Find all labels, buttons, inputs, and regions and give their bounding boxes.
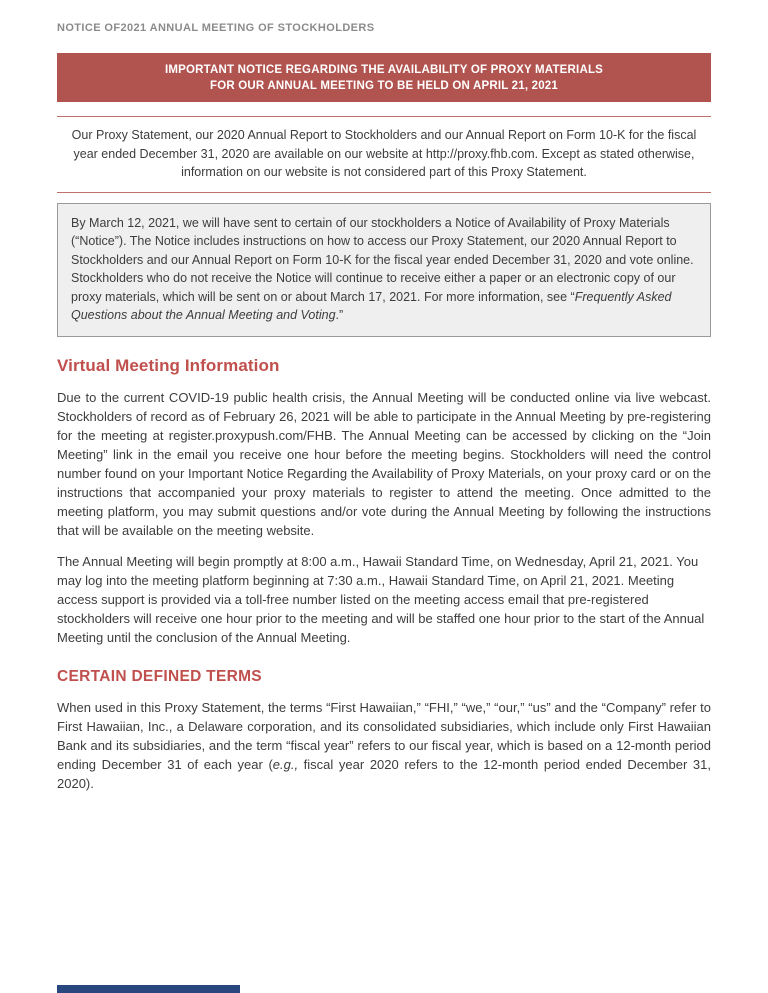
- defined-terms-paragraph: [57, 698, 711, 793]
- notice-box-text: By March 12, 2021, we will have sent to certain of our stockholders a Notice of Availability of Proxy Materials (“Notice”). The Notice includes instructions on how to access our Proxy Statement, our 2020 Annual Report to Stockholders and our Annual Report on Form 10-K for the fiscal year ended December 31, 2020 and vote online. Stockholders who do not receive the Notice will continue to receive either a paper or an electronic copy of our proxy materials, which will be sent on or about March 17, 2021. For more information, see “: [71, 215, 694, 304]
- virtual-meeting-paragraph-1: Due to the current COVID-19 public health crisis, the Annual Meeting will be conducted online via live webcast. Stockholders of record as of February 26, 2021 will be able to participate in the Annual Meeting by pre-registering for the meeting at register.proxypush.com/FHB. The Annual Meeting can be accessed by clicking on the “Join Meeting” link in the email you receive one hour before the meeting begins. Stockholders will need the control number found on your Important Notice Regarding the Availability of Proxy Materials, on your proxy card or on the instructions that accompanied your proxy materials to register to attend the meeting. Once admitted to the meeting platform, you may submit questions and/or vote during the Annual Meeting by following the instructions that will be available on the meeting website.: [57, 389, 711, 538]
- section-heading-virtual-meeting-information: Virtual Meeting Information: [57, 355, 280, 375]
- page-header-title: NOTICE OF2021 ANNUAL MEETING OF STOCKHOLDERS: [57, 22, 375, 34]
- proxy-availability-note: Our Proxy Statement, our 2020 Annual Report to Stockholders and our Annual Report on Form 10-K for the fiscal year ended December 31, 2020 are available on our website at http://proxy.fhb.com. Except as stated otherwise, information on our website is not considered part of this Proxy Statement.: [57, 116, 711, 193]
- virtual-meeting-paragraph-2: The Annual Meeting will begin promptly at 8:00 a.m., Hawaii Standard Time, on Wednesday, April 21, 2021. You may log into the meeting platform beginning at 7:30 a.m., Hawaii Standard Time, on April 21, 2021. Meeting access support is provided via a toll-free number listed on the meeting access email that pre-registered stockholders will receive one hour prior to the meeting and will be staffed one hour prior to the start of the Annual Meeting until the conclusion of the Annual Meeting.: [57, 553, 705, 645]
- footer-accent-bar: [57, 985, 240, 993]
- banner-line-1: IMPORTANT NOTICE REGARDING THE AVAILABILITY OF PROXY MATERIALS: [164, 64, 604, 76]
- section-heading-certain-defined-terms: CERTAIN DEFINED TERMS: [57, 667, 262, 685]
- banner-line-2: FOR OUR ANNUAL MEETING TO BE HELD ON APRIL 21, 2021: [209, 80, 558, 92]
- notice-box-italic-reference: Frequently Asked Questions about the Annual Meeting and Voting: [71, 289, 672, 322]
- defined-terms-text: When used in this Proxy Statement, the terms “First Hawaiian,” “FHI,” “we,” “our,” “us” and the “Company” refer to First Hawaiian, Inc., a Delaware corporation, and its consolidated subsidiaries, which include only First Hawaiian Bank and its subsidiaries, and the term “fiscal year” refers to our fiscal year, which is based on a 12-month period ending December 31 of each year (: [57, 699, 711, 772]
- important-notice-banner: [57, 53, 711, 102]
- notice-box-text-end: .”: [335, 308, 344, 322]
- defined-terms-text-end: fiscal year 2020 refers to the 12-month period ended December 31, 2020).: [57, 756, 711, 791]
- notice-of-availability-box: [57, 203, 711, 337]
- defined-terms-italic-eg: e.g.,: [272, 756, 299, 772]
